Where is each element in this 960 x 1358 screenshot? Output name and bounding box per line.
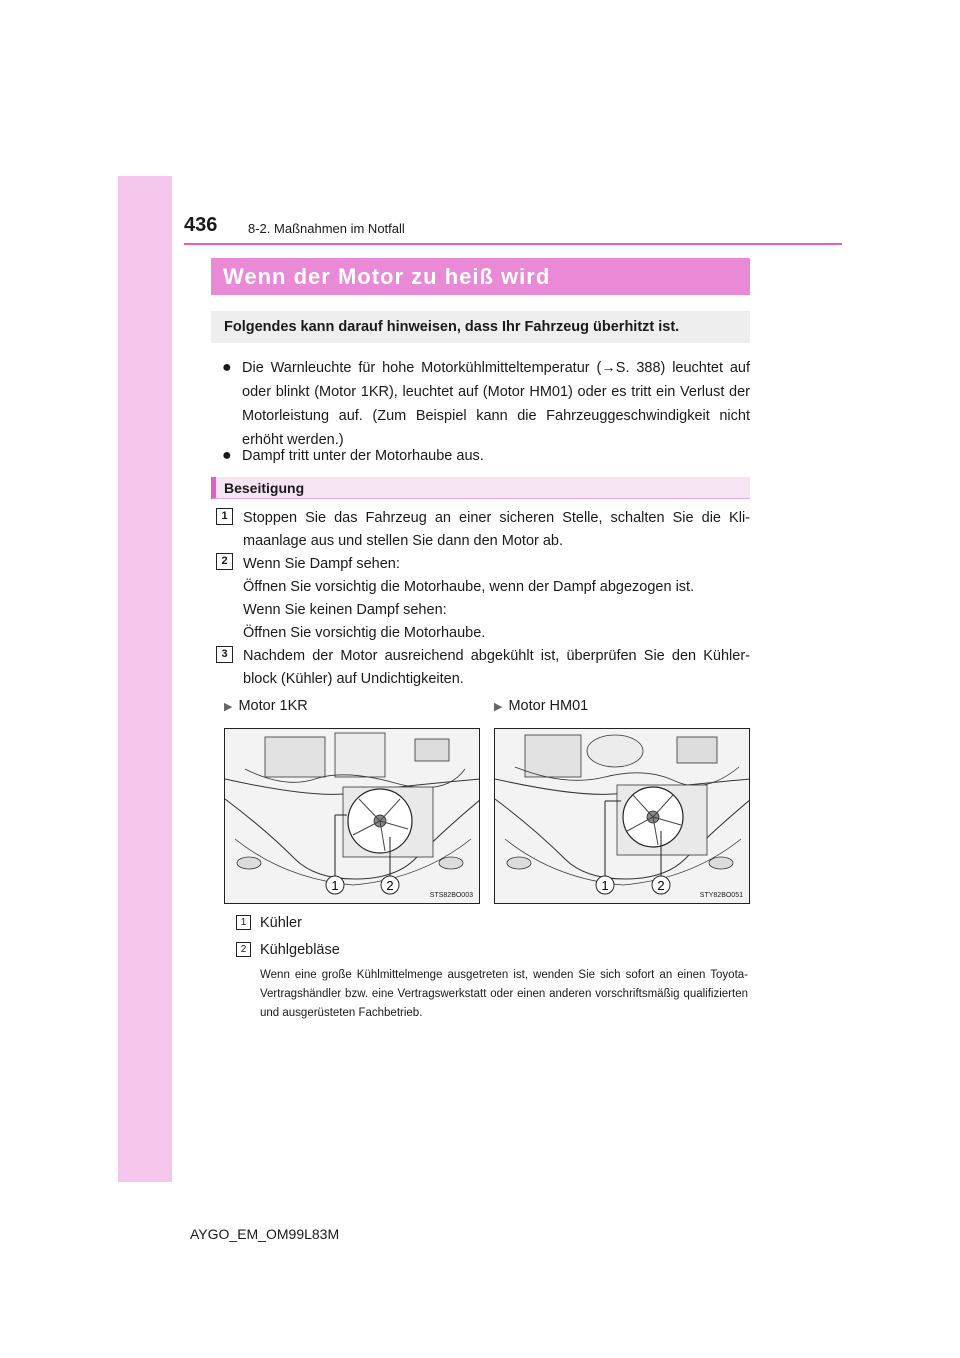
symptom-bullet-1 bbox=[222, 356, 750, 452]
engine-illustration-1kr bbox=[224, 728, 480, 904]
coolant-leak-note: Wenn eine große Kühlmittelmenge ausgetreten ist, wenden Sie sich sofort an einen Toyota-Vertragshändler bzw. eine Vertragswerkstatt oder einen anderen vorschriftsmäßig qualifizierten und ausgerüsteten Fachbetrieb. bbox=[260, 969, 748, 1019]
figure-code: STY82BO051 bbox=[699, 892, 743, 899]
legend-badge-1: 1 bbox=[236, 915, 251, 930]
step-2-line-3: Wenn Sie keinen Dampf sehen: bbox=[243, 602, 447, 618]
callout-2: 2 bbox=[386, 878, 394, 893]
legend-badge-2: 2 bbox=[236, 942, 251, 957]
variant-label-1kr bbox=[224, 698, 308, 714]
intro-box: Folgendes kann darauf hinweisen, dass Ihr Fahrzeug überhitzt ist. bbox=[211, 311, 750, 343]
step-1-text: Stoppen Sie das Fahrzeug an einer sicheren Stelle, schalten Sie die Kli- maanlage aus und stellen Sie dann den Motor ab. bbox=[243, 510, 750, 549]
document-code: AYGO_EM_OM99L83M bbox=[190, 1226, 340, 1242]
engine-drawing bbox=[225, 729, 480, 904]
legend-label-cooling-fan: Kühlgebläse bbox=[260, 942, 340, 958]
callout-1: 1 bbox=[601, 878, 609, 893]
step-1-badge: 1 bbox=[216, 508, 233, 525]
bullet-text: Dampf tritt unter der Motorhaube aus. bbox=[242, 448, 484, 464]
triangle-arrow-icon: ▶ bbox=[224, 701, 233, 713]
bullet-text: Die Warnleuchte für hohe Motorkühlmitteltemperatur (→S. 388) leuchtet auf oder blinkt (Motor 1KR), leuchtet auf (Motor HM01) oder es tritt ein Verlust der Motorleistung auf. (Zum Beispiel kann die Fahrzeuggeschwindigkeit nicht erhöht werden.) bbox=[242, 360, 750, 448]
remedy-heading: Beseitigung bbox=[211, 477, 750, 499]
symptom-bullet-2 bbox=[222, 444, 750, 468]
callout-2: 2 bbox=[657, 878, 665, 893]
side-color-bar bbox=[118, 176, 172, 1182]
engine-illustration-hm01 bbox=[494, 728, 750, 904]
variant-label-hm01 bbox=[494, 698, 588, 714]
variant-text: Motor 1KR bbox=[238, 698, 308, 714]
variant-text: Motor HM01 bbox=[508, 698, 589, 714]
step-2-line-2: Öffnen Sie vorsichtig die Motorhaube, wenn der Dampf abgezogen ist. bbox=[243, 579, 695, 595]
triangle-arrow-icon: ▶ bbox=[494, 701, 503, 713]
callout-1: 1 bbox=[331, 878, 339, 893]
page-number: 436 bbox=[184, 214, 218, 236]
step-3-text: Nachdem der Motor ausreichend abgekühlt ist, überprüfen Sie den Kühler- block (Kühler) auf Undichtigkeiten. bbox=[243, 648, 750, 687]
step-2-line-1: Wenn Sie Dampf sehen: bbox=[243, 556, 400, 572]
engine-drawing bbox=[495, 729, 750, 904]
step-2-badge: 2 bbox=[216, 553, 233, 570]
section-title: Wenn der Motor zu heiß wird bbox=[211, 258, 750, 295]
step-3-badge: 3 bbox=[216, 646, 233, 663]
figure-code: STS82BO003 bbox=[429, 892, 473, 899]
step-2-line-4: Öffnen Sie vorsichtig die Motorhaube. bbox=[243, 625, 486, 641]
bullet-dot-icon: ● bbox=[222, 447, 232, 464]
bullet-dot-icon: ● bbox=[222, 359, 232, 376]
chapter-heading: 8-2. Maßnahmen im Notfall bbox=[248, 221, 405, 236]
header-divider bbox=[184, 243, 842, 245]
legend-label-radiator: Kühler bbox=[260, 915, 302, 931]
